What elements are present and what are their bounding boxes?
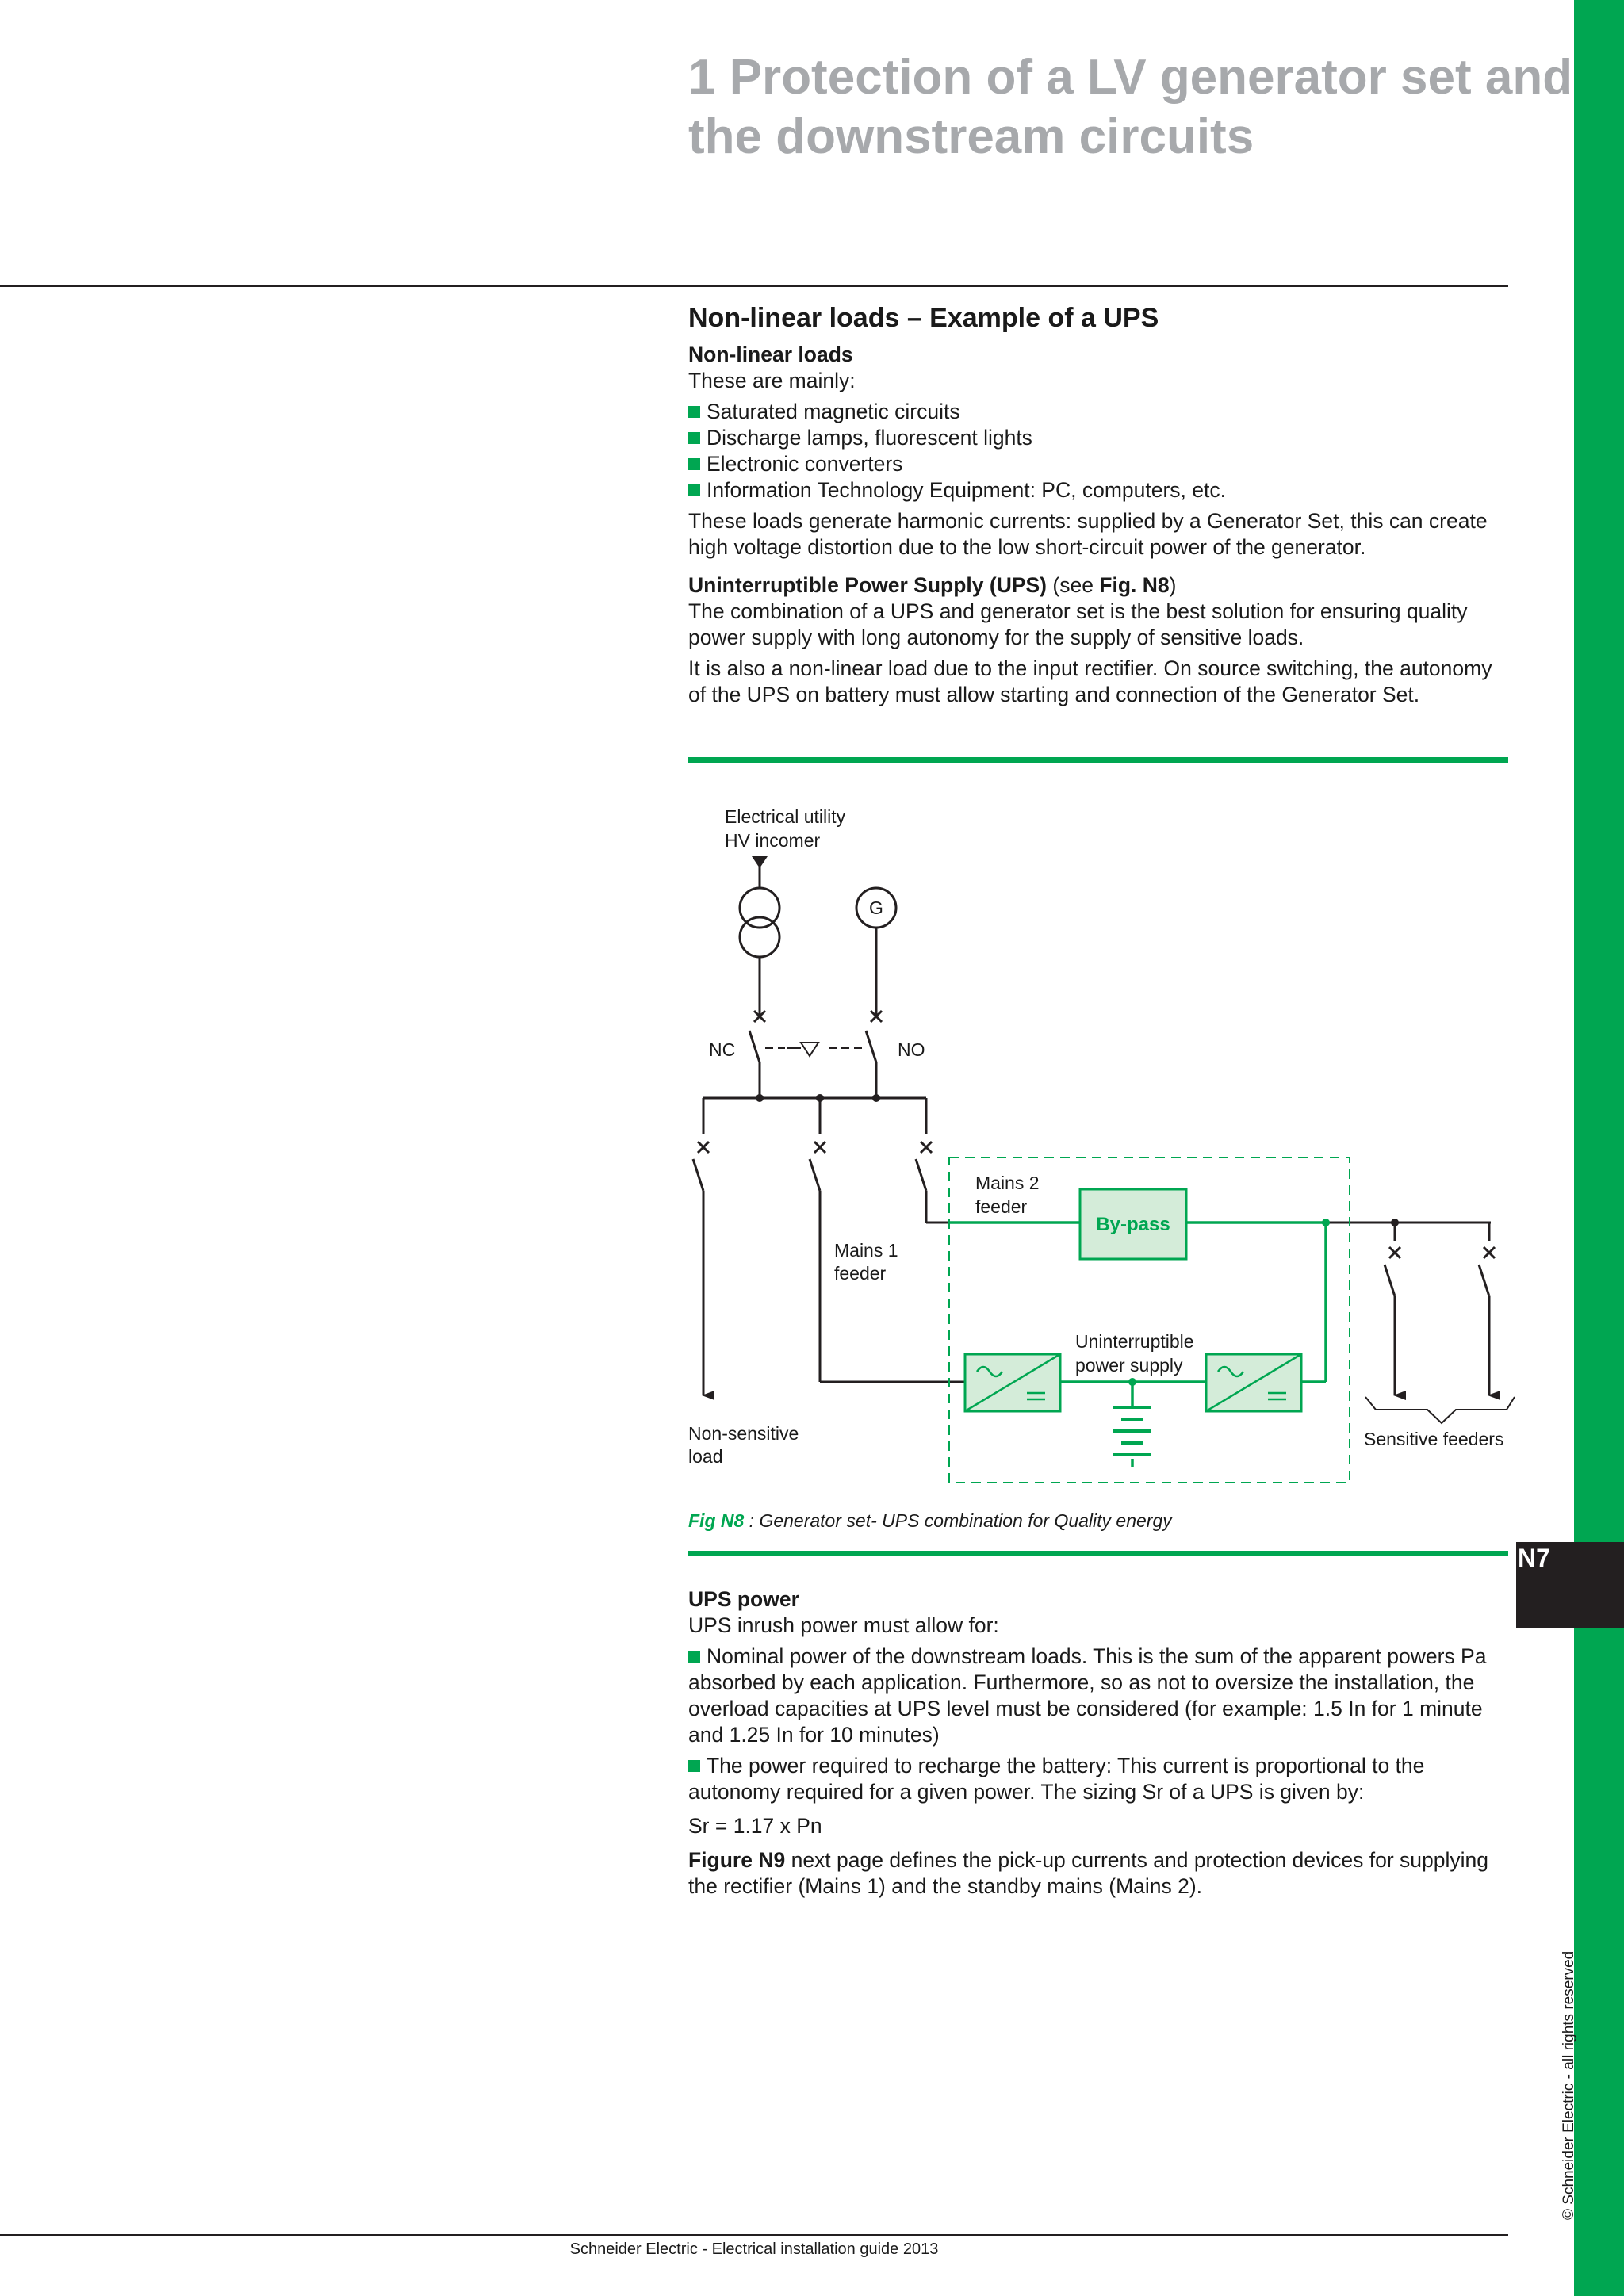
copyright-notice: © Schneider Electric - all rights reserved (1561, 1950, 1577, 2220)
label-mains2-2: feeder (975, 1196, 1028, 1217)
generator-label: G (869, 897, 883, 918)
label-mains1-1: Mains 1 (834, 1240, 898, 1261)
inverter-symbol (1206, 1354, 1301, 1411)
harmonics-paragraph: These loads generate harmonic currents: supplied by a Generator Set, this can create high voltage distortion due to the low short-circuit power of the generator. (688, 509, 1488, 559)
figure-bottom-rule (688, 1551, 1508, 1556)
page-tab-label: N7 (1518, 1544, 1550, 1572)
list-item: The power required to recharge the battery: This current is proportional to the autonomy required for a given power. The sizing Sr of a UPS is given by: (688, 1754, 1425, 1804)
label-utility-2: HV incomer (725, 830, 821, 851)
subheading-nonlinear: Non-linear loads (688, 342, 853, 366)
bypass-label: By-pass (1096, 1214, 1170, 1235)
label-ups-2: power supply (1075, 1355, 1183, 1376)
square-bullet-icon (688, 484, 700, 496)
square-bullet-icon (688, 406, 700, 418)
list-item: Saturated magnetic circuits (688, 399, 1513, 425)
square-bullet-icon (688, 1651, 700, 1663)
figure-caption: Fig N8 : Generator set- UPS combination for Quality energy (688, 1510, 1172, 1531)
figure-top-rule (688, 757, 1508, 763)
label-nonsensitive-1: Non-sensitive (688, 1423, 799, 1444)
list-item: Nominal power of the downstream loads. This is the sum of the apparent powers Pa absorbed by each application. Furthermore, so as not to oversize the installation, the overload capacities at UPS level must be considered (for example: 1.5 In for 1 minute and 1.25 In for 10 minutes) (688, 1644, 1487, 1747)
label-mains2-1: Mains 2 (975, 1173, 1040, 1193)
ups-power-intro: UPS inrush power must allow for: (688, 1613, 999, 1637)
label-utility-1: Electrical utility (725, 806, 846, 827)
ups-generator-diagram (682, 793, 1522, 1490)
intro-text: These are mainly: (688, 369, 856, 392)
load-list (688, 399, 1513, 503)
section-title: Non-linear loads – Example of a UPS (688, 303, 1159, 333)
label-nc: NC (709, 1039, 736, 1060)
label-nonsensitive-2: load (688, 1446, 723, 1467)
label-mains1-2: feeder (834, 1263, 887, 1284)
header-rule (0, 285, 1508, 287)
label-ups-1: Uninterruptible (1075, 1331, 1194, 1352)
section-ups-power (688, 1586, 1513, 1904)
ups-paragraph-2: It is also a non-linear load due to the input rectifier. On source switching, the autonomy of the UPS on battery must allow starting and connection of the Generator Set. (688, 656, 1492, 706)
list-item: Electronic converters (688, 451, 1513, 477)
side-green-band (1574, 0, 1624, 2296)
section-nonlinear-loads (688, 301, 1513, 713)
subheading-ups: Uninterruptible Power Supply (UPS) (see Fig. N8) (688, 573, 1177, 597)
square-bullet-icon (688, 1760, 700, 1772)
list-item: Discharge lamps, fluorescent lights (688, 425, 1513, 451)
formula: Sr = 1.17 x Pn (688, 1814, 822, 1838)
chapter-title: 1 Protection of a LV generator set and the downstream circuits (688, 50, 1573, 164)
rectifier-symbol (965, 1354, 1060, 1411)
label-sensitive: Sensitive feeders (1364, 1429, 1504, 1449)
footer: Schneider Electric - Electrical installation guide 2013 (569, 2241, 939, 2258)
fig-reference: Fig. N8 (1099, 573, 1170, 597)
square-bullet-icon (688, 432, 700, 444)
subheading-ups-power: UPS power (688, 1587, 799, 1611)
footer-rule (0, 2234, 1508, 2236)
figure-n9-paragraph: Figure N9 next page defines the pick-up currents and protection devices for supplying the rectifier (Mains 1) and the standby mains (Mains 2). (688, 1848, 1489, 1898)
label-no: NO (898, 1039, 925, 1060)
square-bullet-icon (688, 458, 700, 470)
list-item: Information Technology Equipment: PC, computers, etc. (688, 477, 1513, 503)
ups-paragraph-1: The combination of a UPS and generator set is the best solution for ensuring quality power supply with long autonomy for the supply of sensitive loads. (688, 599, 1468, 649)
battery-symbol (1113, 1407, 1151, 1455)
